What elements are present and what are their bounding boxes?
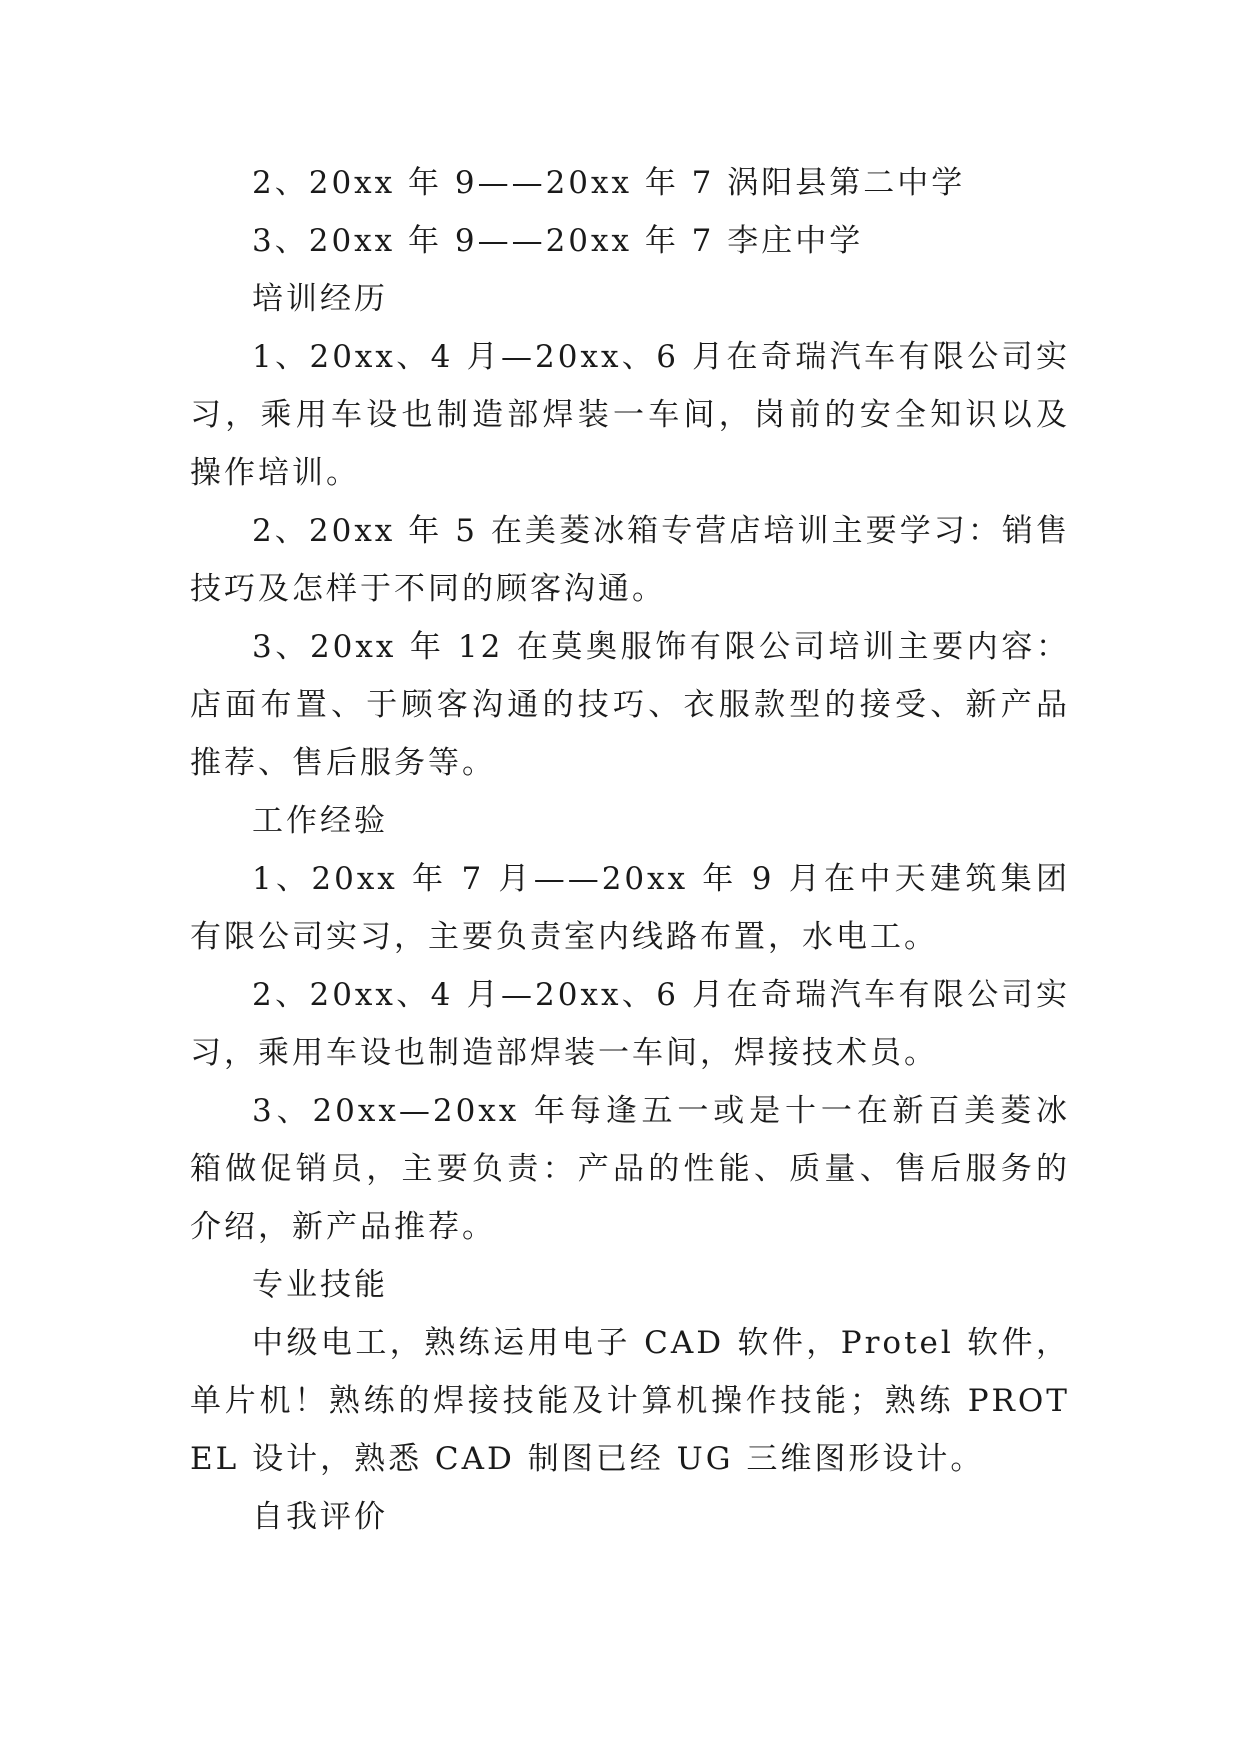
education-item-2: 2、20xx 年 9——20xx 年 7 涡阳县第二中学 <box>252 165 966 201</box>
training-heading: 培训经历 <box>252 281 388 317</box>
skills-heading: 专业技能 <box>252 1267 388 1303</box>
work-item-2: 2、20xx、4 月—20xx、6 月在奇瑞汽车有限公司实习，乘用车设也制造部焊装一车间，焊接技术员。 <box>190 977 1070 1071</box>
education-item-3: 3、20xx 年 9——20xx 年 7 李庄中学 <box>252 223 864 259</box>
work-item-1: 1、20xx 年 7 月——20xx 年 9 月在中天建筑集团有限公司实习，主要负责室内线路布置，水电工。 <box>190 861 1070 955</box>
training-item-1: 1、20xx、4 月—20xx、6 月在奇瑞汽车有限公司实习，乘用车设也制造部焊装一车间，岗前的安全知识以及操作培训。 <box>190 339 1070 491</box>
work-item-3: 3、20xx—20xx 年每逢五一或是十一在新百美菱冰箱做促销员，主要负责：产品的性能、质量、售后服务的介绍，新产品推荐。 <box>190 1093 1070 1245</box>
training-item-2: 2、20xx 年 5 在美菱冰箱专营店培训主要学习：销售技巧及怎样于不同的顾客沟通。 <box>190 513 1070 607</box>
training-item-3: 3、20xx 年 12 在莫奥服饰有限公司培训主要内容：店面布置、于顾客沟通的技巧、衣服款型的接受、新产品推荐、售后服务等。 <box>190 629 1070 781</box>
work-heading: 工作经验 <box>252 803 388 839</box>
skills-text: 中级电工，熟练运用电子 CAD 软件，Protel 软件，单片机！熟练的焊接技能及计算机操作技能；熟练 PROTEL 设计，熟悉 CAD 制图已经 UG 三维图形设计。 <box>190 1325 1070 1477</box>
document-body <box>190 154 1070 1546</box>
self-evaluation-heading: 自我评价 <box>252 1499 388 1535</box>
